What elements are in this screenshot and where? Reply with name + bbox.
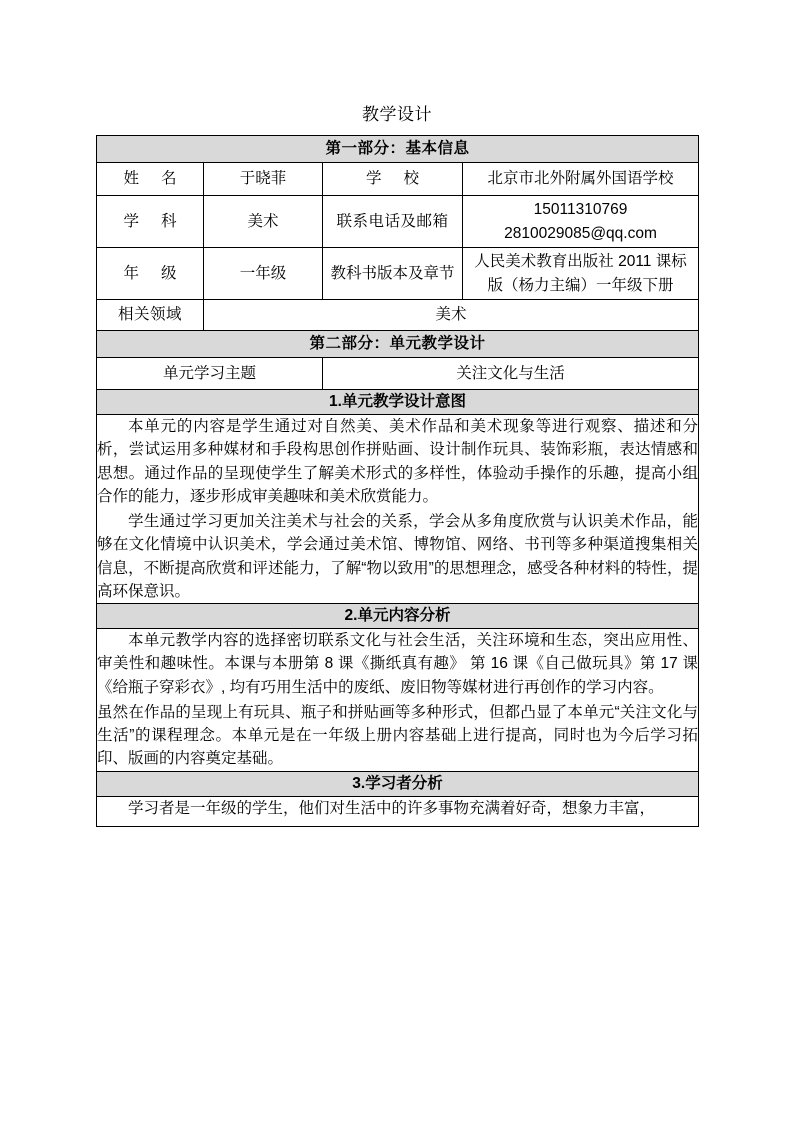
table-row: [97, 604, 699, 629]
section2-heading: 2.单元内容分析: [97, 604, 699, 629]
subject-label: 学 科: [97, 196, 204, 248]
table-row: [97, 300, 699, 331]
table-row: [97, 390, 699, 415]
school-value: 北京市北外附属外国语学校: [463, 163, 699, 196]
section3-body: [97, 796, 699, 826]
unit-theme-value: 关注文化与生活: [323, 358, 699, 390]
name-label: 姓 名: [97, 163, 204, 196]
section1-paragraph-1: 本单元的内容是学生通过对自然美、美术作品和美术现象等进行观察、描述和分析，尝试运用多种媒材和手段构思创作拼贴画、设计制作玩具、装饰彩瓶，表达情感和思想。通过作品的呈现使学生了解美术形式的多样性，体验动手操作的乐趣，提高小组合作的能力，逐步形成审美趣味和美术欣赏能力。: [97, 418, 699, 505]
section1-heading: 1.单元教学设计意图: [97, 390, 699, 415]
subject-value: 美术: [204, 196, 323, 248]
section1-paragraph-2: 学生通过学习更加关注美术与社会的关系，学会从多角度欣赏与认识美术作品，能够在文化情境中认识美术，学会通过美术馆、博物馆、网络、书刊等多种渠道搜集相关信息，不断提高欣赏和评述能力，了解“物以致用”的思想理念，感受各种材料的特性，提高环保意识。: [97, 513, 699, 600]
unit-theme-label: 单元学习主题: [97, 358, 323, 390]
table-row: [97, 796, 699, 826]
table-row: [97, 629, 699, 772]
part1-header: 第一部分：基本信息: [97, 136, 699, 163]
grade-value: 一年级: [204, 248, 323, 300]
contact-phone: 15011310769: [533, 201, 628, 219]
table-row: [97, 136, 699, 163]
table-row: [97, 331, 699, 358]
table-row: [97, 163, 699, 196]
contact-value: [463, 196, 699, 248]
section2-paragraph-1: 本单元教学内容的选择密切联系文化与社会生活，关注环境和生态，突出应用性、审美性和趣味性。本课与本册第 8 课《撕纸真有趣》 第 16 课《自己做玩具》第 17 课《给瓶子穿彩衣》, 均有巧用生活中的废纸、废旧物等媒材进行再创作的学习内容。: [97, 632, 699, 696]
part2-header: 第二部分：单元教学设计: [97, 331, 699, 358]
table-row: [97, 196, 699, 248]
grade-label: 年 级: [97, 248, 204, 300]
section2-body: [97, 629, 699, 772]
textbook-value-line2: 版（杨力主编）一年级下册: [487, 276, 674, 294]
section3-paragraph-1: 学习者是一年级的学生，他们对生活中的许多事物充满着好奇，想象力丰富，: [128, 799, 656, 817]
related-field-value: 美术: [204, 300, 699, 331]
textbook-label: 教科书版本及章节: [323, 248, 463, 300]
textbook-value: [463, 248, 699, 300]
section3-heading: 3.学习者分析: [97, 771, 699, 796]
contact-label: 联系电话及邮箱: [323, 196, 463, 248]
school-label: 学 校: [323, 163, 463, 196]
table-row: [97, 771, 699, 796]
table-row: [97, 358, 699, 390]
teaching-design-table: [96, 135, 699, 827]
contact-email: 2810029085@qq.com: [504, 224, 657, 242]
page-title: 教学设计: [362, 105, 432, 124]
textbook-value-line1: 人民美术教育出版社 2011 课标: [474, 253, 687, 271]
table-row: [97, 248, 699, 300]
section2-paragraph-2: 虽然在作品的呈现上有玩具、瓶子和拼贴画等多种形式，但都凸显了本单元“关注文化与生活”的课程理念。本单元是在一年级上册内容基础上进行提高，同时也为今后学习拓印、版画的内容奠定基础。: [97, 703, 699, 768]
name-value: 于晓菲: [204, 163, 323, 196]
related-field-label: 相关领域: [97, 300, 204, 331]
table-row: [97, 415, 699, 604]
section1-body: [97, 415, 699, 604]
